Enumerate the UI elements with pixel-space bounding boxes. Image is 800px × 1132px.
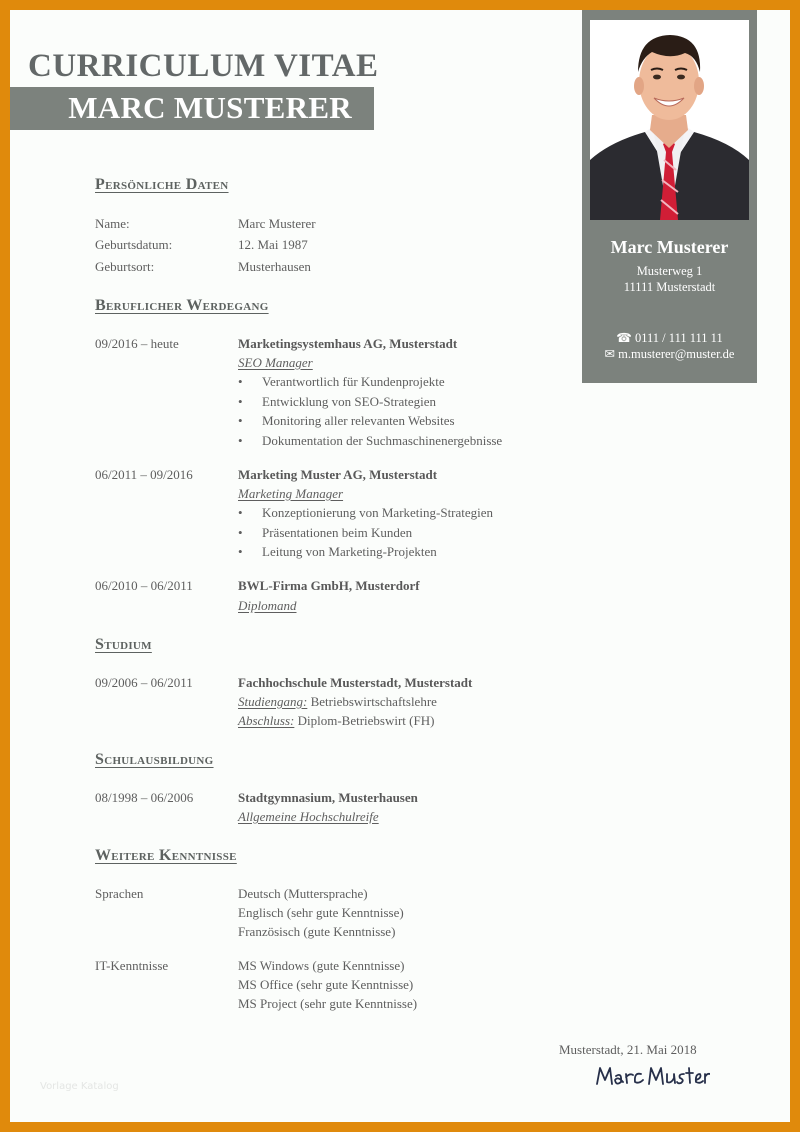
school-period: 08/1998 – 06/2006 <box>95 790 194 805</box>
personal-label: Name: <box>95 216 130 231</box>
skill-item: MS Project (sehr gute Kenntnisse) <box>238 996 418 1011</box>
career-task-list <box>238 374 502 452</box>
personal-value: 12. Mai 1987 <box>238 237 308 252</box>
phone-number: 0111 / 111 111 11 <box>634 331 723 345</box>
list-item: • Konzeptionierung von Marketing-Strategien <box>238 505 493 525</box>
skill-item: Englisch (sehr gute Kenntnisse) <box>238 905 404 920</box>
signature-image <box>594 1062 710 1092</box>
section-school: Schulausbildung <box>95 751 214 768</box>
personal-value: Musterhausen <box>238 259 311 274</box>
personal-value: Marc Musterer <box>238 216 316 231</box>
skill-item: MS Windows (gute Kenntnisse) <box>238 958 405 973</box>
study-degree <box>238 713 434 729</box>
school-name: Stadtgymnasium, Musterhausen <box>238 790 418 805</box>
study-course-value: Betriebswirtschaftslehre <box>307 694 437 709</box>
section-skills: Weitere Kenntnisse <box>95 847 237 864</box>
study-course <box>238 694 437 710</box>
list-item: • Präsentationen beim Kunden <box>238 525 493 545</box>
skill-item: MS Office (sehr gute Kenntnisse) <box>238 977 414 992</box>
career-role: SEO Manager <box>238 355 313 370</box>
envelope-icon: ✉ <box>604 347 615 361</box>
career-period: 06/2011 – 09/2016 <box>95 467 193 482</box>
profile-photo <box>590 20 749 220</box>
skills-it-label: IT-Kenntnisse <box>95 958 169 973</box>
contact-sidebar <box>582 10 757 383</box>
personal-label: Geburtsort: <box>95 259 155 274</box>
school-degree: Allgemeine Hochschulreife <box>238 809 379 824</box>
skills-languages-label: Sprachen <box>95 886 144 901</box>
sidebar-name: Marc Musterer <box>610 237 729 257</box>
career-period: 06/2010 – 06/2011 <box>95 578 193 593</box>
career-task-list <box>238 505 493 564</box>
section-career: Beruflicher Werdegang <box>95 297 269 314</box>
list-item: • Monitoring aller relevanten Websites <box>238 413 502 433</box>
career-company: Marketingsystemhaus AG, Musterstadt <box>238 336 458 351</box>
list-item: • Entwicklung von SEO-Strategien <box>238 394 502 414</box>
email-address: m.musterer@muster.de <box>618 347 735 361</box>
name-banner <box>10 87 374 130</box>
phone-icon: ☎ <box>616 331 632 345</box>
phone-line <box>582 330 757 346</box>
skill-item: Französisch (gute Kenntnisse) <box>238 924 396 939</box>
study-degree-value: Diplom-Betriebswirt (FH) <box>294 713 435 728</box>
section-study: Studium <box>95 636 152 653</box>
career-role: Marketing Manager <box>238 486 344 501</box>
study-course-label: Studiengang: <box>238 694 308 709</box>
skill-item: Deutsch (Muttersprache) <box>238 886 368 901</box>
career-company: Marketing Muster AG, Musterstadt <box>238 467 438 482</box>
place-and-date: Musterstadt, 21. Mai 2018 <box>559 1042 697 1057</box>
cv-page <box>10 10 790 1122</box>
personal-label: Geburtsdatum: <box>95 237 173 252</box>
document-title: CURRICULUM VITAE <box>28 48 379 84</box>
list-item: • Dokumentation der Suchmaschinenergebnisse <box>238 433 502 453</box>
list-item: • Verantwortlich für Kundenprojekte <box>238 374 502 394</box>
study-degree-label: Abschluss: <box>238 713 295 728</box>
section-personal: Persönliche Daten <box>95 176 229 193</box>
banner-name: MARC MUSTERER <box>68 90 352 125</box>
career-role: Diplomand <box>238 598 297 613</box>
email-line <box>582 346 757 362</box>
career-period: 09/2016 – heute <box>95 336 179 351</box>
list-item: • Leitung von Marketing-Projekten <box>238 544 493 564</box>
address-city: 11111 Musterstadt <box>623 280 716 294</box>
career-company: BWL-Firma GmbH, Musterdorf <box>238 578 420 593</box>
address-street: Musterweg 1 <box>636 264 703 278</box>
watermark: Vorlage Katalog <box>40 1081 119 1092</box>
portrait-image <box>590 20 749 220</box>
study-period: 09/2006 – 06/2011 <box>95 675 193 690</box>
study-school: Fachhochschule Musterstadt, Musterstadt <box>238 675 473 690</box>
